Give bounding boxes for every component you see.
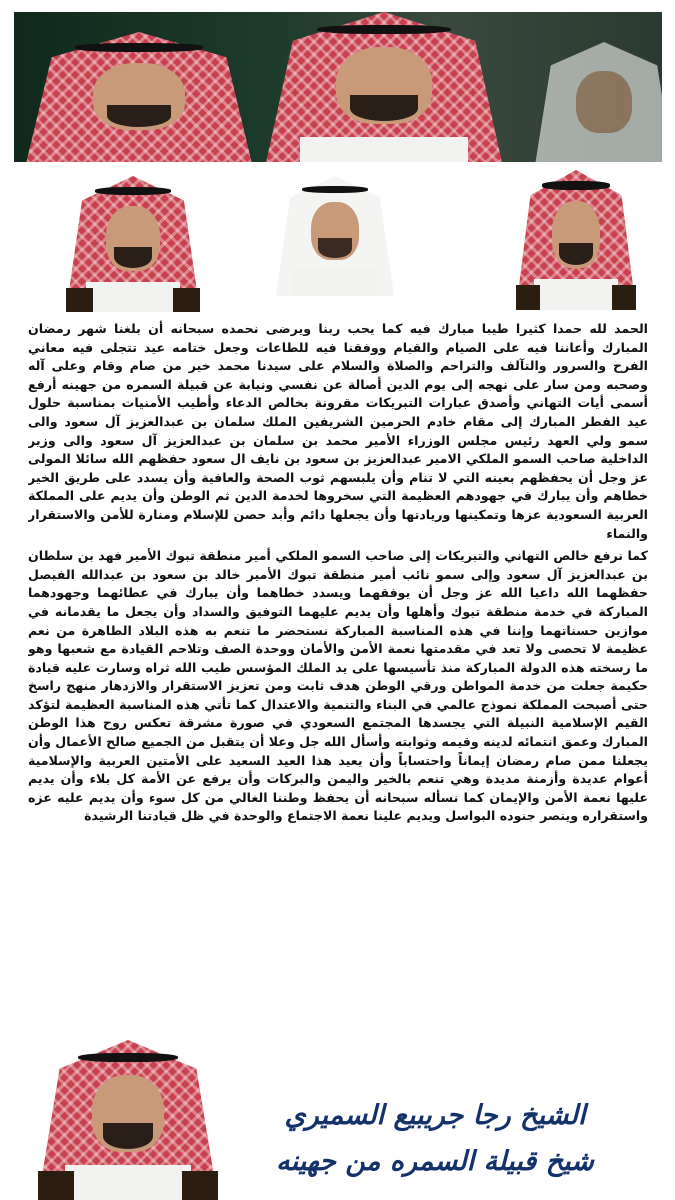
portrait-left — [24, 32, 254, 162]
letter-paragraph-1: الحمد لله حمدا كثيرا طيبا مبارك فيه كما يحب ربنا ويرضى نحمده سبحانه أن بلغنا شهر رمضان المبارك وأعاننا فيه على الصيام والقيام ووفقنا فيه للطاعات وجعل ختامه عيد تتجلى فيه معاني الفرح والسرور والتآلف والتراحم والصلاة والسلام على سيدنا محمد خير من صام وقام وعلى آله وصحبه ومن سار على نهجه إلى يوم الدين أصالة عن نفسي ونيابة عن قبيلة السمره من جهينه أرفع أسمى أيات التهاني وأصدق عبارات التبريكات مقرونة بخالص الدعاء وأطيب الأمنيات بمناسبة حلول عيد الفطر المبارك إلى مقام خادم الحرمين الشريفين الملك سلمان بن عبدالعزيز آل سعود والى سمو ولي العهد رئيس مجلس الوزراء الأمير محمد بن سلمان بن عبدالعزيز آل سعود والى وزير الداخلية صاحب السمو الملكي الامير عبدالعزيز بن سعود بن نايف ال سعود حفظهم الله سائلا المولى عز وجل أن يحفظهم بعينه التي لا تنام وأن يلبسهم ثوب الصحة والعافية وأن يسدد على طريق الخير خطاهم وأن يبارك في جهودهم العظيمة التي سخروها لخدمة الدين ثم الوطن وأن يديم على المملكة العربية السعودية عزها وتمكينها وريادتها وأن يجعلها دائم وأبد حصن للإسلام ومنارة للأمن والاستقرار والنماء — [28, 321, 648, 541]
greeting-letter — [28, 320, 648, 1060]
signatory-title: شيخ قبيلة السمره من جهينه — [276, 1146, 594, 1177]
header-banner-photo — [14, 12, 662, 162]
portrait-right — [534, 42, 662, 162]
letter-paragraph-2: كما نرفع خالص التهاني والتبريكات إلى صاحب السمو الملكي أمير منطقة تبوك الأمير فهد بن سلطان بن عبدالعزيز آل سعود وإلى سمو نائب أمير منطقة تبوك الأمير خالد بن سعود بن عبدالله الفيصل حفظهما الله داعيا الله عز وجل أن يوفقهما ويسدد خطاهما وأن يبارك في عطائهما وجهودهما المباركة في خدمة منطقة تبوك وأهلها وأن يديم عليهما التوفيق والسداد وأن يجعل ما يقدمانه في موازين حسناتهما وإننا في هذه المناسبة المباركة نستحضر ما تنعم به هذه البلاد الطاهرة من نعم عظيمة لا تحصى ولا تعد في مقدمتها نعمة الأمن والأمان ووحدة الصف وتلاحم القيادة مع شعبها وهو ما رسخته هذه الدولة المباركة منذ تأسيسها على يد الملك المؤسس طيب الله ثراه وسارت عليه قيادة حكيمة جعلت من خدمة المواطن ورقي الوطن هدف ثابت ومن تعزيز الاستقرار والازدهار منهج راسخ حتى أصبحت المملكة نموذج عالمي في البناء والتنمية والاعتدال كما تأتي هذه المناسبة العظيمة لتؤكد القيم الإسلامية النبيلة التي يجسدها المجتمع السعودي في صورة مشرقة تعكس روح هذا الوطن المبارك وعمق انتمائه لدينه وقيمه وثوابته وأسأل الله جل وعلا أن يتقبل من الجميع صالح الأعمال وأن يجعلنا ممن صام رمضان إيماناً واحتساباً وأن يعيد هذا العيد السعيد على الأمتين العربية والإسلامية أعوام عديدة وأزمنة مديدة وهي تنعم بالخير واليمن والبركات وأن يرفع عن الأمة كل بلاء وأن يديم عليها نعمة الأمن والإيمان كما نسأله سبحانه أن يحفظ وطننا الغالي من كل سوء وأن يديم عليه عزه واستقراره وينصر جنوده البواسل ويديم علينا نعمة الاجتماع والوحدة في ظل قيادتنا الرشيدة — [28, 548, 648, 824]
portrait-row-left — [66, 176, 200, 312]
signatory-name: الشيخ رجا جريبيع السميري — [284, 1100, 586, 1131]
portrait-center — [264, 12, 504, 162]
portrait-row-center — [276, 176, 394, 296]
portrait-row-right — [516, 170, 636, 310]
portrait-signatory — [38, 1040, 218, 1200]
